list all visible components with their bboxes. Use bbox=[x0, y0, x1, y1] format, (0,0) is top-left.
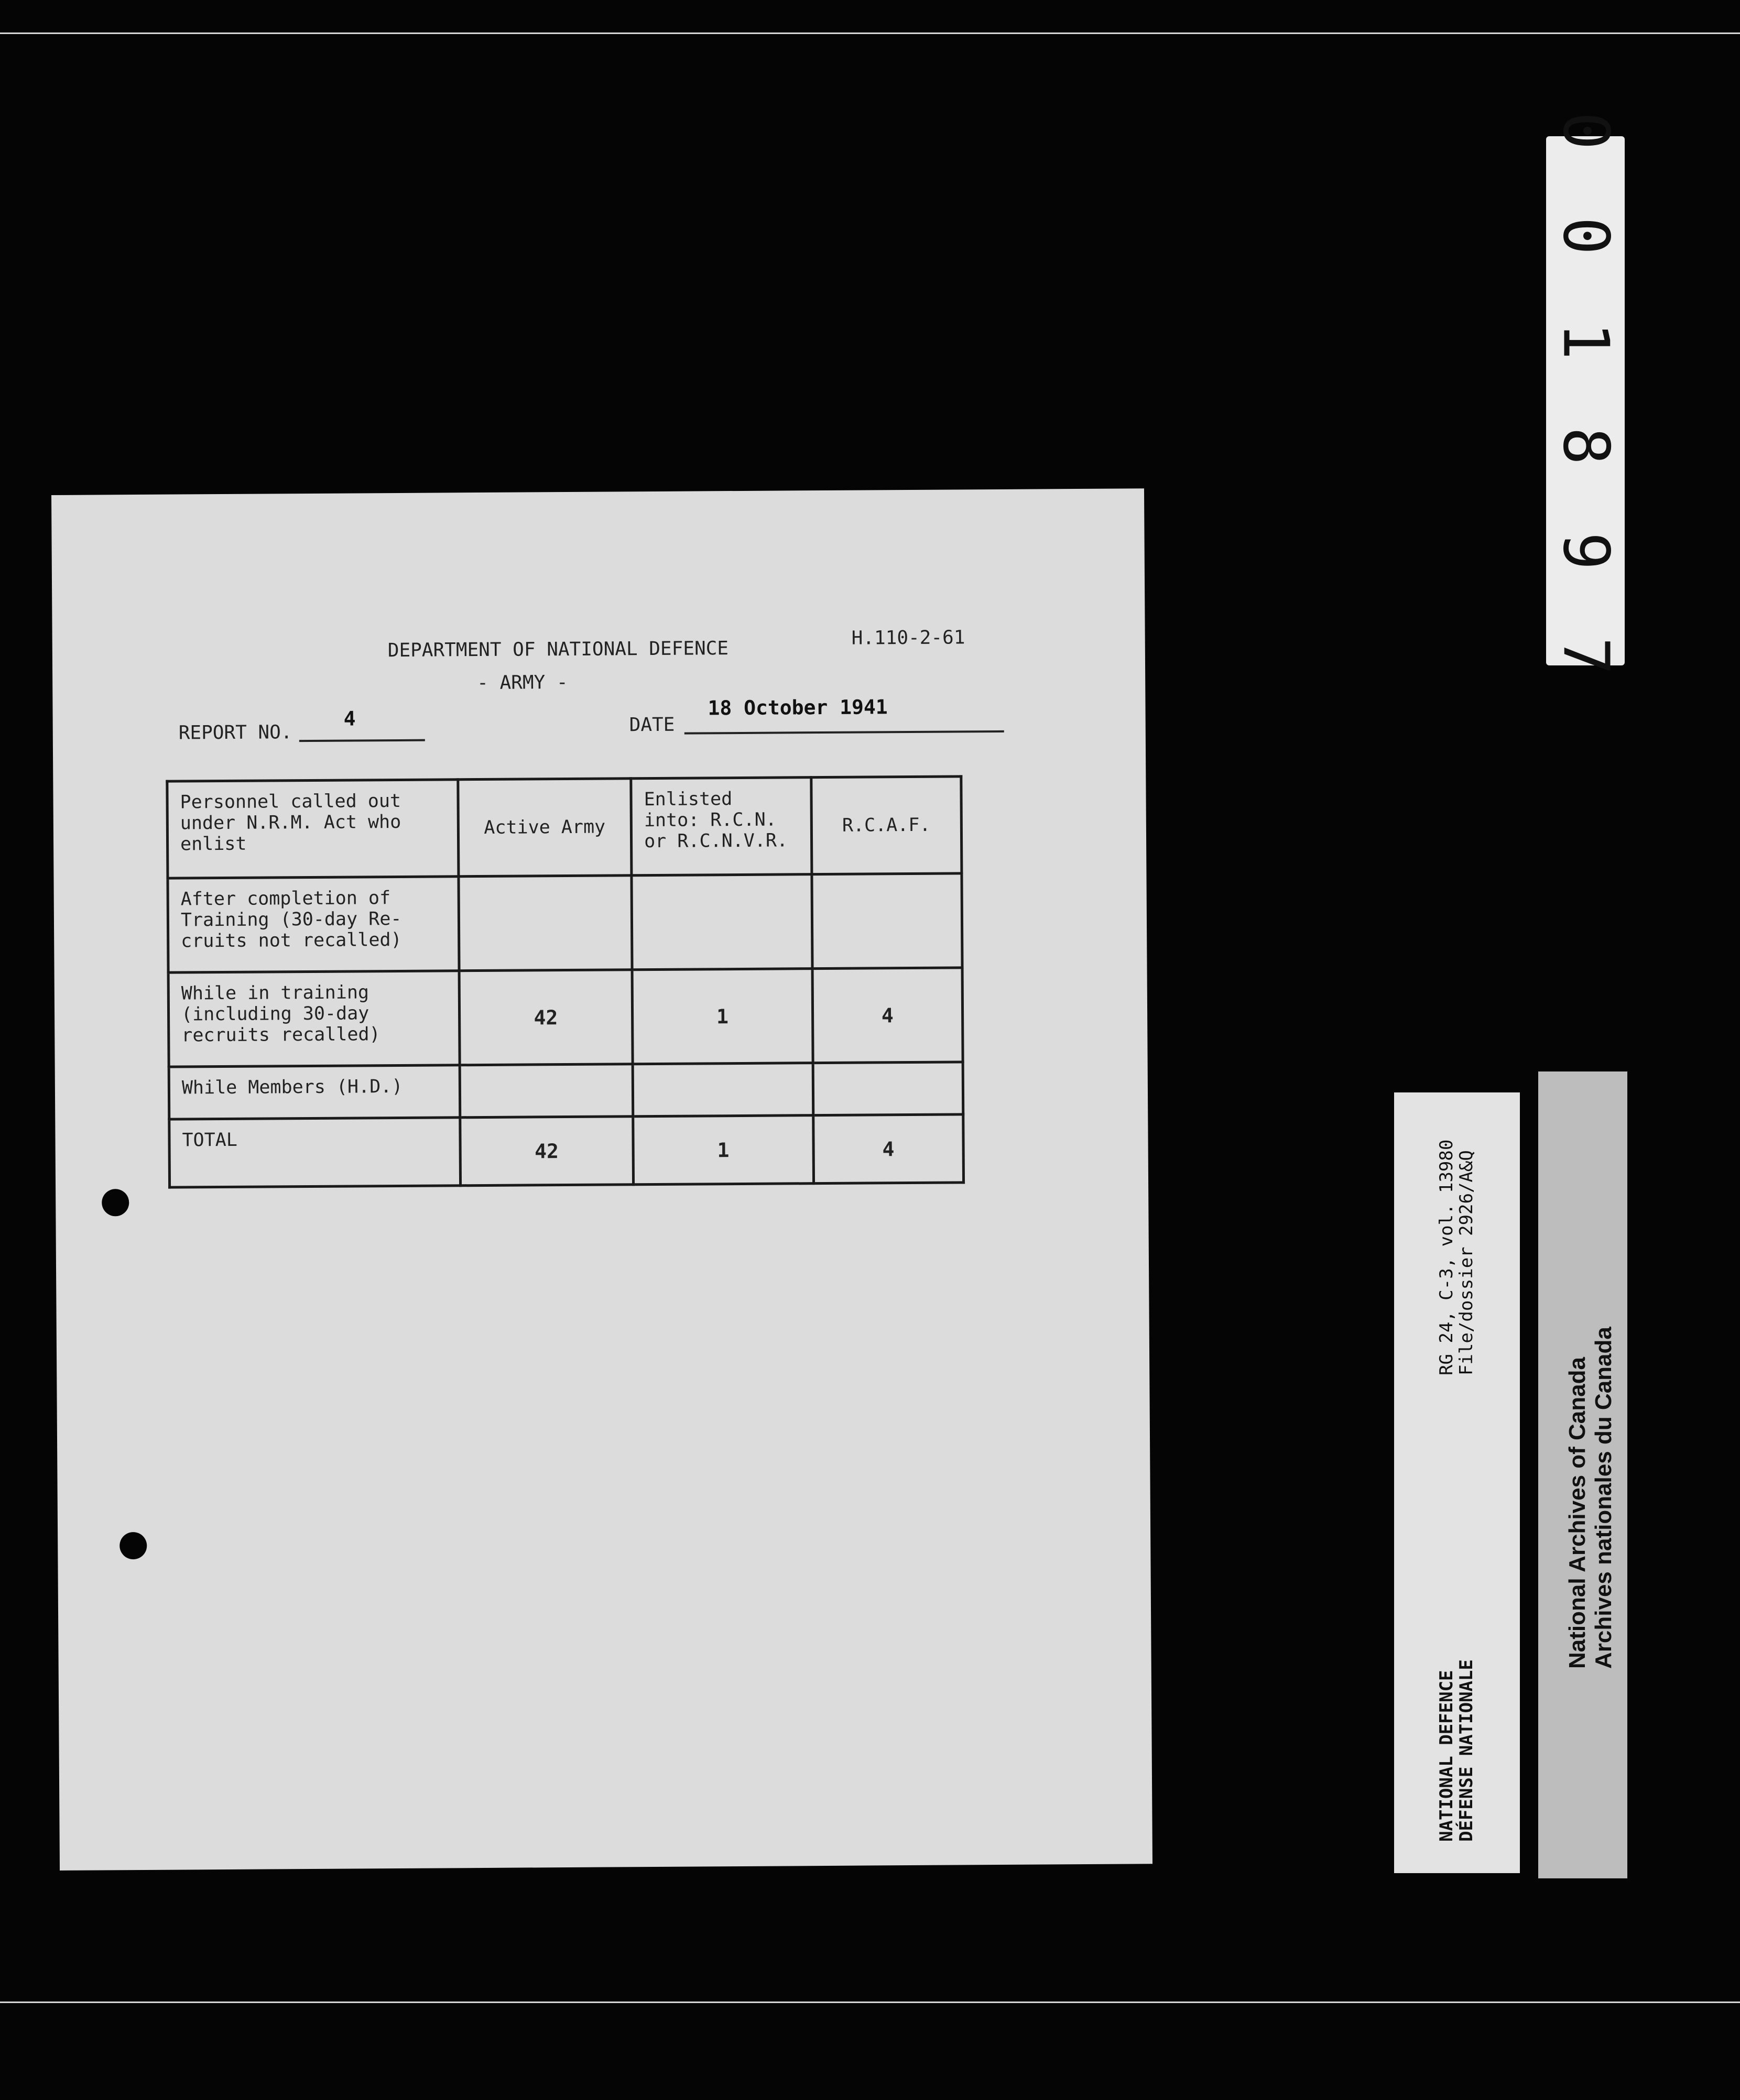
cell-rcn: 1 bbox=[633, 1115, 813, 1185]
cell-rcn: 1 bbox=[632, 969, 813, 1064]
archives-en: National Archives of Canada bbox=[1564, 1357, 1590, 1669]
table-row-total bbox=[169, 1114, 964, 1187]
ref-line-2: File/dossier 2926/A&Q bbox=[1456, 1150, 1477, 1375]
dept-en: NATIONAL DEFENCE bbox=[1436, 1670, 1457, 1842]
cell-active bbox=[459, 876, 633, 971]
table-row bbox=[168, 873, 962, 972]
cell-rcn bbox=[633, 1063, 813, 1117]
date-value: 18 October 1941 bbox=[708, 695, 888, 720]
cell-rcn bbox=[632, 874, 812, 970]
frame-number-label bbox=[1546, 112, 1625, 690]
cell-rcaf bbox=[812, 873, 962, 969]
ref-line-1: RG 24, C-3, vol. 13980 bbox=[1436, 1139, 1457, 1375]
row-label: While Members (H.D.) bbox=[169, 1065, 460, 1119]
archives-fr: Archives nationales du Canada bbox=[1591, 1327, 1616, 1669]
department-heading: DEPARTMENT OF NATIONAL DEFENCE bbox=[387, 638, 729, 662]
document-page bbox=[51, 488, 1152, 1871]
cell-active: 42 bbox=[460, 1117, 633, 1186]
header-personnel: Personnel called out under N.R.M. Act who enlist bbox=[167, 780, 459, 878]
film-frame-top-edge bbox=[0, 32, 1740, 34]
archive-reference-label bbox=[1394, 1092, 1520, 1873]
cell-rcaf bbox=[813, 1062, 963, 1115]
header-rcaf: R.C.A.F. bbox=[811, 776, 961, 874]
table-row bbox=[168, 968, 963, 1067]
header-active-army: Active Army bbox=[458, 779, 632, 877]
enlistment-table bbox=[166, 775, 965, 1188]
table-header-row bbox=[167, 776, 962, 878]
branch-heading: - ARMY - bbox=[477, 671, 568, 694]
cell-active bbox=[460, 1064, 633, 1118]
row-label: While in training (including 30-day recruits recalled) bbox=[168, 971, 460, 1067]
frame-number: 0 0 1 8 9 7 bbox=[1549, 112, 1622, 690]
row-label: After completion of Training (30-day Re- cruits not recalled) bbox=[168, 877, 459, 972]
film-frame-bottom-edge bbox=[0, 2001, 1740, 2003]
file-reference: H.110-2-61 bbox=[851, 627, 965, 649]
table-row bbox=[169, 1062, 963, 1119]
header-rcn: Enlisted into: R.C.N. or R.C.N.V.R. bbox=[631, 778, 812, 876]
cell-active: 42 bbox=[459, 970, 633, 1065]
punch-hole-upper bbox=[102, 1189, 129, 1216]
archives-canada-label bbox=[1538, 1071, 1627, 1878]
report-number-line bbox=[299, 718, 425, 742]
report-number-label: REPORT NO. bbox=[178, 721, 292, 744]
report-number-value: 4 bbox=[343, 707, 356, 730]
cell-rcaf: 4 bbox=[813, 1114, 963, 1184]
punch-hole-lower bbox=[119, 1532, 147, 1559]
dept-fr: DÉFENSE NATIONALE bbox=[1456, 1659, 1477, 1842]
date-label: DATE bbox=[629, 714, 675, 736]
cell-rcaf: 4 bbox=[812, 968, 963, 1063]
row-label: TOTAL bbox=[169, 1118, 460, 1187]
